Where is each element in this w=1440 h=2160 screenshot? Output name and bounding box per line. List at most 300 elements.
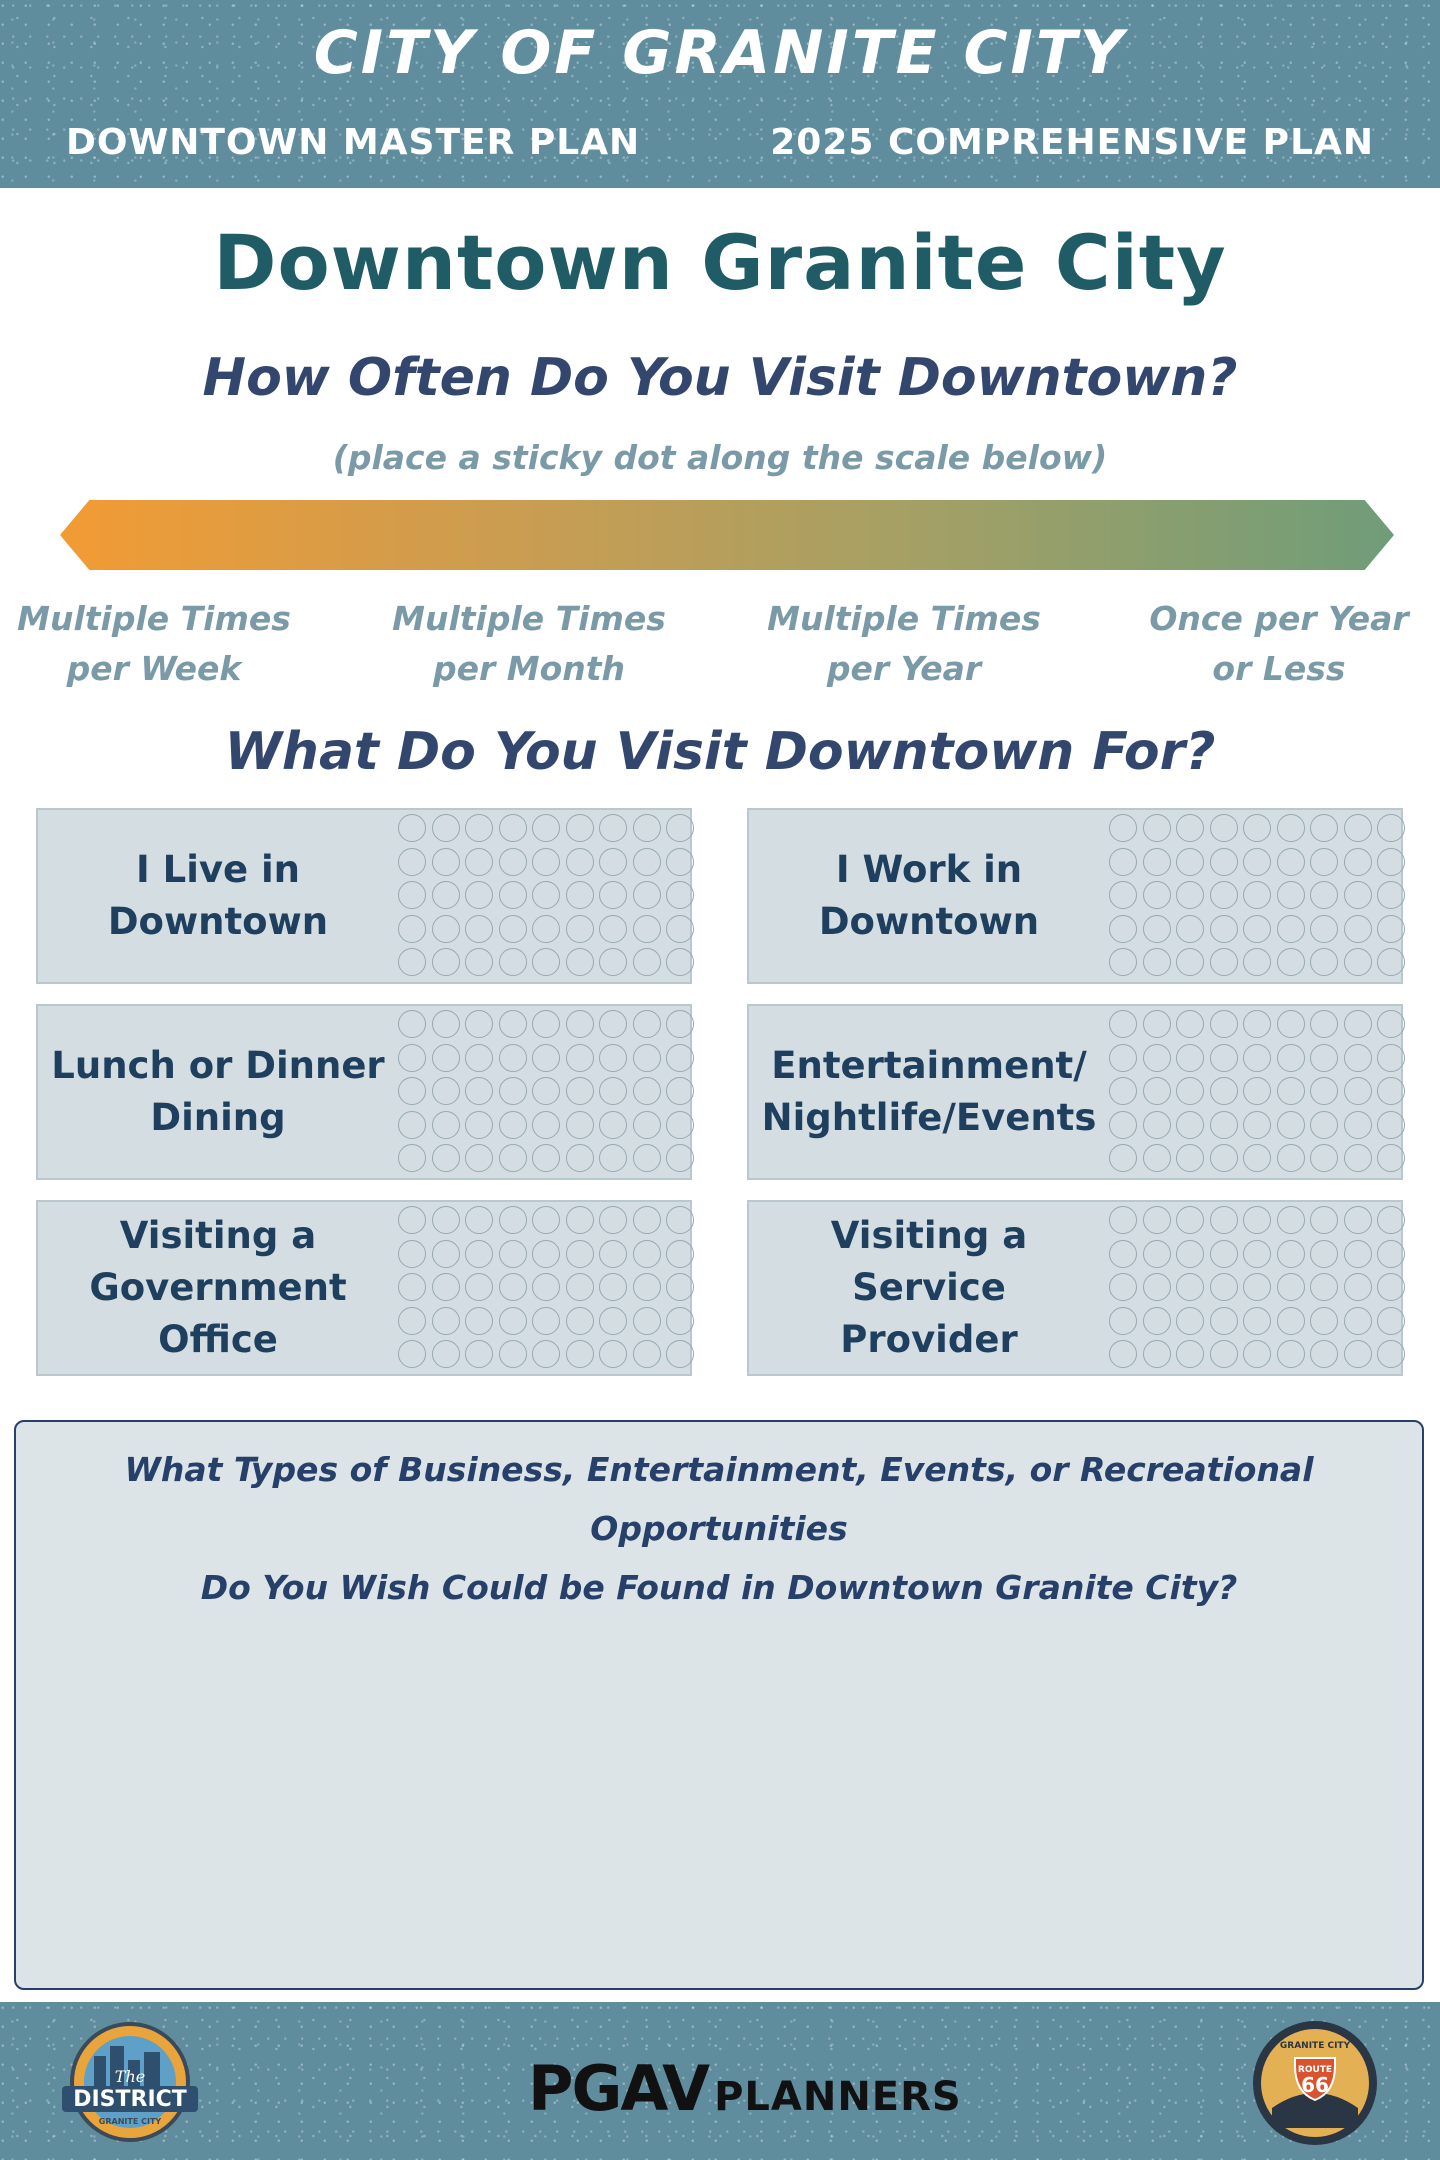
sticky-dot-slot[interactable] bbox=[465, 1111, 493, 1139]
sticky-dot-slot[interactable] bbox=[1277, 915, 1305, 943]
sticky-dot-slot[interactable] bbox=[532, 814, 560, 842]
sticky-dot-slot[interactable] bbox=[1277, 1307, 1305, 1335]
purpose-box-live[interactable] bbox=[36, 808, 692, 984]
sticky-dot-slot[interactable] bbox=[666, 814, 694, 842]
sticky-dot-slot[interactable] bbox=[1277, 1144, 1305, 1172]
sticky-dot-slot[interactable] bbox=[1243, 1240, 1271, 1268]
sticky-dot-slot[interactable] bbox=[1277, 848, 1305, 876]
sticky-dot-slot[interactable] bbox=[1210, 915, 1238, 943]
sticky-dot-slot[interactable] bbox=[1310, 915, 1338, 943]
sticky-dot-slot[interactable] bbox=[1143, 1273, 1171, 1301]
sticky-dot-slot[interactable] bbox=[1344, 848, 1372, 876]
sticky-dot-slot[interactable] bbox=[599, 948, 627, 976]
sticky-dot-grid[interactable] bbox=[1109, 814, 1401, 982]
sticky-dot-slot[interactable] bbox=[1109, 848, 1137, 876]
sticky-dot-slot[interactable] bbox=[566, 1111, 594, 1139]
sticky-dot-slot[interactable] bbox=[1344, 1044, 1372, 1072]
sticky-dot-slot[interactable] bbox=[1210, 848, 1238, 876]
sticky-dot-slot[interactable] bbox=[432, 1273, 460, 1301]
sticky-dot-slot[interactable] bbox=[1310, 1206, 1338, 1234]
sticky-dot-slot[interactable] bbox=[666, 1340, 694, 1368]
sticky-dot-slot[interactable] bbox=[1344, 1240, 1372, 1268]
sticky-dot-slot[interactable] bbox=[432, 814, 460, 842]
sticky-dot-slot[interactable] bbox=[633, 1307, 661, 1335]
sticky-dot-slot[interactable] bbox=[1310, 1307, 1338, 1335]
sticky-dot-slot[interactable] bbox=[666, 1206, 694, 1234]
sticky-dot-slot[interactable] bbox=[599, 1206, 627, 1234]
sticky-dot-slot[interactable] bbox=[566, 1206, 594, 1234]
sticky-dot-slot[interactable] bbox=[1377, 948, 1405, 976]
sticky-dot-slot[interactable] bbox=[1176, 1340, 1204, 1368]
sticky-dot-slot[interactable] bbox=[532, 1206, 560, 1234]
sticky-dot-grid[interactable] bbox=[398, 814, 690, 982]
sticky-dot-slot[interactable] bbox=[1143, 1044, 1171, 1072]
sticky-dot-slot[interactable] bbox=[1344, 1111, 1372, 1139]
sticky-dot-slot[interactable] bbox=[1310, 814, 1338, 842]
sticky-dot-slot[interactable] bbox=[465, 1144, 493, 1172]
sticky-dot-slot[interactable] bbox=[1243, 1206, 1271, 1234]
sticky-dot-slot[interactable] bbox=[499, 1307, 527, 1335]
sticky-dot-slot[interactable] bbox=[1277, 1206, 1305, 1234]
sticky-dot-slot[interactable] bbox=[666, 1044, 694, 1072]
sticky-dot-slot[interactable] bbox=[1344, 1340, 1372, 1368]
sticky-dot-slot[interactable] bbox=[666, 948, 694, 976]
sticky-dot-slot[interactable] bbox=[1310, 1010, 1338, 1038]
sticky-dot-slot[interactable] bbox=[633, 814, 661, 842]
route-66-logo bbox=[1250, 2018, 1380, 2148]
sticky-dot-slot[interactable] bbox=[1210, 1044, 1238, 1072]
sticky-dot-slot[interactable] bbox=[599, 1077, 627, 1105]
sticky-dot-slot[interactable] bbox=[1210, 1111, 1238, 1139]
sticky-dot-slot[interactable] bbox=[1243, 1144, 1271, 1172]
sticky-dot-slot[interactable] bbox=[398, 1340, 426, 1368]
sticky-dot-slot[interactable] bbox=[398, 848, 426, 876]
sticky-dot-slot[interactable] bbox=[666, 1111, 694, 1139]
purpose-box-label: I Work in Downtown bbox=[818, 848, 1040, 943]
sticky-dot-slot[interactable] bbox=[1377, 1010, 1405, 1038]
sticky-dot-slot[interactable] bbox=[633, 881, 661, 909]
sticky-dot-slot[interactable] bbox=[1310, 948, 1338, 976]
sticky-dot-slot[interactable] bbox=[1344, 1077, 1372, 1105]
sticky-dot-slot[interactable] bbox=[1143, 1077, 1171, 1105]
sticky-dot-slot[interactable] bbox=[1176, 1307, 1204, 1335]
sticky-dot-slot[interactable] bbox=[1344, 814, 1372, 842]
sticky-dot-slot[interactable] bbox=[1109, 1111, 1137, 1139]
sticky-dot-slot[interactable] bbox=[1310, 848, 1338, 876]
page-title: Downtown Granite City bbox=[213, 218, 1227, 307]
sticky-dot-slot[interactable] bbox=[1344, 1010, 1372, 1038]
sticky-dot-slot[interactable] bbox=[398, 881, 426, 909]
sticky-dot-slot[interactable] bbox=[532, 1340, 560, 1368]
sticky-dot-grid[interactable] bbox=[398, 1206, 690, 1374]
sticky-dot-slot[interactable] bbox=[633, 1273, 661, 1301]
sticky-dot-slot[interactable] bbox=[1377, 1240, 1405, 1268]
sticky-dot-slot[interactable] bbox=[1277, 814, 1305, 842]
sticky-dot-slot[interactable] bbox=[1176, 1240, 1204, 1268]
sticky-dot-slot[interactable] bbox=[666, 915, 694, 943]
sticky-dot-slot[interactable] bbox=[1109, 1077, 1137, 1105]
sticky-dot-slot[interactable] bbox=[1143, 915, 1171, 943]
sticky-dot-grid[interactable] bbox=[1109, 1010, 1401, 1178]
sticky-dot-slot[interactable] bbox=[1109, 1206, 1137, 1234]
sticky-dot-slot[interactable] bbox=[1344, 915, 1372, 943]
sticky-dot-slot[interactable] bbox=[1277, 1340, 1305, 1368]
sticky-dot-slot[interactable] bbox=[1109, 1144, 1137, 1172]
sticky-dot-slot[interactable] bbox=[1344, 881, 1372, 909]
header-banner bbox=[0, 0, 1440, 188]
sticky-dot-slot[interactable] bbox=[599, 915, 627, 943]
sticky-dot-slot[interactable] bbox=[432, 1111, 460, 1139]
scale-label-weekly: Multiple Times per Week bbox=[17, 599, 291, 688]
sticky-dot-slot[interactable] bbox=[1243, 814, 1271, 842]
sticky-dot-slot[interactable] bbox=[1310, 1044, 1338, 1072]
sticky-dot-slot[interactable] bbox=[1377, 1144, 1405, 1172]
sticky-dot-slot[interactable] bbox=[1243, 1273, 1271, 1301]
sticky-dot-slot[interactable] bbox=[432, 1240, 460, 1268]
sticky-dot-grid[interactable] bbox=[398, 1010, 690, 1178]
sticky-dot-slot[interactable] bbox=[1377, 1206, 1405, 1234]
sticky-dot-slot[interactable] bbox=[1377, 848, 1405, 876]
sticky-dot-slot[interactable] bbox=[1176, 1010, 1204, 1038]
sticky-dot-slot[interactable] bbox=[1176, 1144, 1204, 1172]
sticky-dot-slot[interactable] bbox=[1377, 915, 1405, 943]
sticky-dot-slot[interactable] bbox=[532, 948, 560, 976]
sticky-dot-slot[interactable] bbox=[666, 1144, 694, 1172]
sticky-dot-slot[interactable] bbox=[1143, 881, 1171, 909]
sticky-dot-slot[interactable] bbox=[1109, 881, 1137, 909]
sticky-dot-slot[interactable] bbox=[566, 915, 594, 943]
sticky-dot-slot[interactable] bbox=[499, 881, 527, 909]
sticky-dot-slot[interactable] bbox=[1277, 1044, 1305, 1072]
sticky-dot-slot[interactable] bbox=[666, 848, 694, 876]
sticky-dot-slot[interactable] bbox=[398, 1240, 426, 1268]
sticky-dot-slot[interactable] bbox=[398, 1010, 426, 1038]
sticky-dot-slot[interactable] bbox=[566, 1010, 594, 1038]
sticky-dot-slot[interactable] bbox=[499, 848, 527, 876]
sticky-dot-slot[interactable] bbox=[1344, 1206, 1372, 1234]
sticky-dot-slot[interactable] bbox=[1344, 1307, 1372, 1335]
sticky-dot-slot[interactable] bbox=[666, 1077, 694, 1105]
sticky-dot-slot[interactable] bbox=[1277, 948, 1305, 976]
sticky-dot-slot[interactable] bbox=[465, 915, 493, 943]
sticky-dot-slot[interactable] bbox=[633, 1077, 661, 1105]
sticky-dot-slot[interactable] bbox=[465, 814, 493, 842]
sticky-dot-slot[interactable] bbox=[1243, 1111, 1271, 1139]
sticky-dot-slot[interactable] bbox=[1377, 1077, 1405, 1105]
sticky-dot-slot[interactable] bbox=[432, 1206, 460, 1234]
sticky-dot-slot[interactable] bbox=[532, 1077, 560, 1105]
sticky-dot-slot[interactable] bbox=[1210, 1340, 1238, 1368]
sticky-dot-slot[interactable] bbox=[398, 1307, 426, 1335]
sticky-dot-slot[interactable] bbox=[499, 1010, 527, 1038]
sticky-dot-slot[interactable] bbox=[633, 948, 661, 976]
sticky-dot-slot[interactable] bbox=[1344, 948, 1372, 976]
sticky-dot-slot[interactable] bbox=[499, 1206, 527, 1234]
sticky-dot-slot[interactable] bbox=[432, 915, 460, 943]
frequency-scale-bar[interactable] bbox=[60, 500, 1394, 570]
sticky-dot-slot[interactable] bbox=[465, 1077, 493, 1105]
sticky-dot-slot[interactable] bbox=[1143, 1307, 1171, 1335]
sticky-dot-slot[interactable] bbox=[532, 1010, 560, 1038]
sticky-dot-slot[interactable] bbox=[1310, 1144, 1338, 1172]
sticky-dot-slot[interactable] bbox=[1210, 1273, 1238, 1301]
sticky-dot-slot[interactable] bbox=[1109, 1044, 1137, 1072]
sticky-dot-slot[interactable] bbox=[1310, 1240, 1338, 1268]
sticky-dot-slot[interactable] bbox=[1243, 1077, 1271, 1105]
sticky-dot-slot[interactable] bbox=[566, 1340, 594, 1368]
sticky-dot-slot[interactable] bbox=[499, 1340, 527, 1368]
sticky-dot-slot[interactable] bbox=[666, 1273, 694, 1301]
sticky-dot-slot[interactable] bbox=[1310, 1340, 1338, 1368]
sticky-dot-slot[interactable] bbox=[432, 1044, 460, 1072]
sticky-dot-slot[interactable] bbox=[532, 1307, 560, 1335]
sticky-dot-slot[interactable] bbox=[432, 948, 460, 976]
sticky-dot-slot[interactable] bbox=[599, 1111, 627, 1139]
sticky-dot-slot[interactable] bbox=[1344, 1273, 1372, 1301]
header-left-label: DOWNTOWN MASTER PLAN bbox=[66, 122, 641, 163]
sticky-dot-slot[interactable] bbox=[1243, 1010, 1271, 1038]
sticky-dot-slot[interactable] bbox=[1176, 1206, 1204, 1234]
sticky-dot-slot[interactable] bbox=[566, 881, 594, 909]
sticky-dot-slot[interactable] bbox=[1143, 948, 1171, 976]
sticky-dot-slot[interactable] bbox=[1277, 1240, 1305, 1268]
sticky-dot-slot[interactable] bbox=[599, 1273, 627, 1301]
sticky-dot-slot[interactable] bbox=[1143, 1144, 1171, 1172]
sticky-dot-slot[interactable] bbox=[465, 881, 493, 909]
svg-text:The: The bbox=[114, 2067, 146, 2086]
sticky-dot-slot[interactable] bbox=[432, 881, 460, 909]
frequency-instructions: (place a sticky dot along the scale below) bbox=[332, 438, 1108, 477]
sticky-dot-slot[interactable] bbox=[398, 1144, 426, 1172]
sticky-dot-slot[interactable] bbox=[499, 1044, 527, 1072]
sticky-dot-slot[interactable] bbox=[1143, 1240, 1171, 1268]
sticky-dot-slot[interactable] bbox=[599, 1340, 627, 1368]
sticky-dot-slot[interactable] bbox=[499, 948, 527, 976]
sticky-dot-slot[interactable] bbox=[465, 848, 493, 876]
sticky-dot-slot[interactable] bbox=[633, 1340, 661, 1368]
sticky-dot-slot[interactable] bbox=[532, 915, 560, 943]
sticky-dot-slot[interactable] bbox=[465, 948, 493, 976]
sticky-dot-slot[interactable] bbox=[1310, 1077, 1338, 1105]
sticky-dot-slot[interactable] bbox=[1143, 848, 1171, 876]
sticky-dot-slot[interactable] bbox=[532, 1111, 560, 1139]
the-district-logo bbox=[56, 2020, 204, 2144]
sticky-dot-slot[interactable] bbox=[1277, 1077, 1305, 1105]
sticky-dot-slot[interactable] bbox=[1143, 1010, 1171, 1038]
sticky-dot-slot[interactable] bbox=[1243, 1340, 1271, 1368]
sticky-dot-slot[interactable] bbox=[666, 1307, 694, 1335]
sticky-dot-slot[interactable] bbox=[1210, 1077, 1238, 1105]
sticky-dot-slot[interactable] bbox=[566, 814, 594, 842]
svg-text:66: 66 bbox=[1301, 2073, 1329, 2097]
sticky-dot-slot[interactable] bbox=[1243, 948, 1271, 976]
sticky-dot-slot[interactable] bbox=[1243, 915, 1271, 943]
sticky-dot-slot[interactable] bbox=[599, 1010, 627, 1038]
sticky-dot-slot[interactable] bbox=[398, 1111, 426, 1139]
sticky-dot-slot[interactable] bbox=[1210, 948, 1238, 976]
sticky-dot-slot[interactable] bbox=[1143, 1111, 1171, 1139]
sticky-dot-slot[interactable] bbox=[432, 1077, 460, 1105]
sticky-dot-slot[interactable] bbox=[1310, 1111, 1338, 1139]
sticky-dot-slot[interactable] bbox=[1243, 881, 1271, 909]
sticky-dot-slot[interactable] bbox=[1176, 1111, 1204, 1139]
sticky-dot-slot[interactable] bbox=[1310, 881, 1338, 909]
sticky-dot-slot[interactable] bbox=[599, 1144, 627, 1172]
header-right-label: 2025 COMPREHENSIVE PLAN bbox=[770, 122, 1374, 163]
sticky-dot-slot[interactable] bbox=[432, 848, 460, 876]
sticky-dot-slot[interactable] bbox=[398, 1206, 426, 1234]
sticky-dot-slot[interactable] bbox=[599, 1240, 627, 1268]
sticky-dot-slot[interactable] bbox=[1277, 1111, 1305, 1139]
sticky-dot-slot[interactable] bbox=[566, 1273, 594, 1301]
sticky-dot-slot[interactable] bbox=[633, 1044, 661, 1072]
sticky-dot-slot[interactable] bbox=[566, 1144, 594, 1172]
sticky-dot-slot[interactable] bbox=[1210, 1206, 1238, 1234]
sticky-dot-grid[interactable] bbox=[1109, 1206, 1401, 1374]
sticky-dot-slot[interactable] bbox=[432, 1144, 460, 1172]
sticky-dot-slot[interactable] bbox=[1176, 915, 1204, 943]
sticky-dot-slot[interactable] bbox=[1176, 1077, 1204, 1105]
sticky-dot-slot[interactable] bbox=[666, 1010, 694, 1038]
sticky-dot-slot[interactable] bbox=[1377, 814, 1405, 842]
purpose-box-entertainment[interactable] bbox=[747, 1004, 1403, 1180]
sticky-dot-slot[interactable] bbox=[499, 1144, 527, 1172]
sticky-dot-slot[interactable] bbox=[532, 1144, 560, 1172]
sticky-dot-slot[interactable] bbox=[1176, 1044, 1204, 1072]
frequency-question: How Often Do You Visit Downtown? bbox=[202, 348, 1238, 408]
sticky-dot-slot[interactable] bbox=[1210, 1307, 1238, 1335]
sticky-dot-slot[interactable] bbox=[1377, 881, 1405, 909]
sticky-dot-slot[interactable] bbox=[465, 1307, 493, 1335]
sticky-dot-slot[interactable] bbox=[532, 881, 560, 909]
sticky-dot-slot[interactable] bbox=[633, 1206, 661, 1234]
sticky-dot-slot[interactable] bbox=[1210, 1144, 1238, 1172]
sticky-dot-slot[interactable] bbox=[1277, 1010, 1305, 1038]
sticky-dot-slot[interactable] bbox=[1176, 1273, 1204, 1301]
sticky-dot-slot[interactable] bbox=[398, 915, 426, 943]
sticky-dot-slot[interactable] bbox=[599, 1044, 627, 1072]
sticky-dot-slot[interactable] bbox=[1210, 881, 1238, 909]
sticky-dot-slot[interactable] bbox=[1344, 1144, 1372, 1172]
sticky-dot-slot[interactable] bbox=[532, 848, 560, 876]
sticky-dot-slot[interactable] bbox=[1109, 1240, 1137, 1268]
sticky-dot-slot[interactable] bbox=[1210, 1010, 1238, 1038]
sticky-dot-slot[interactable] bbox=[398, 1273, 426, 1301]
sticky-dot-slot[interactable] bbox=[1176, 848, 1204, 876]
sticky-dot-slot[interactable] bbox=[499, 814, 527, 842]
sticky-dot-slot[interactable] bbox=[1243, 1307, 1271, 1335]
sticky-dot-slot[interactable] bbox=[1143, 814, 1171, 842]
purpose-box-government[interactable] bbox=[36, 1200, 692, 1376]
open-response-area[interactable] bbox=[14, 1420, 1424, 1990]
sticky-dot-slot[interactable] bbox=[666, 1240, 694, 1268]
sticky-dot-slot[interactable] bbox=[465, 1340, 493, 1368]
sticky-dot-slot[interactable] bbox=[532, 1044, 560, 1072]
sticky-dot-slot[interactable] bbox=[633, 1111, 661, 1139]
sticky-dot-slot[interactable] bbox=[1109, 915, 1137, 943]
purpose-question: What Do You Visit Downtown For? bbox=[224, 722, 1216, 782]
sticky-dot-slot[interactable] bbox=[1210, 1240, 1238, 1268]
sticky-dot-slot[interactable] bbox=[1176, 881, 1204, 909]
sticky-dot-slot[interactable] bbox=[1377, 1273, 1405, 1301]
sticky-dot-slot[interactable] bbox=[465, 1240, 493, 1268]
sticky-dot-slot[interactable] bbox=[599, 1307, 627, 1335]
sticky-dot-slot[interactable] bbox=[465, 1044, 493, 1072]
sticky-dot-slot[interactable] bbox=[1109, 1307, 1137, 1335]
sticky-dot-slot[interactable] bbox=[532, 1240, 560, 1268]
sticky-dot-slot[interactable] bbox=[566, 1240, 594, 1268]
sticky-dot-slot[interactable] bbox=[1377, 1307, 1405, 1335]
sticky-dot-slot[interactable] bbox=[1109, 1273, 1137, 1301]
sticky-dot-slot[interactable] bbox=[398, 1044, 426, 1072]
sticky-dot-slot[interactable] bbox=[1277, 1273, 1305, 1301]
sticky-dot-slot[interactable] bbox=[1143, 1206, 1171, 1234]
sticky-dot-slot[interactable] bbox=[1109, 814, 1137, 842]
sticky-dot-slot[interactable] bbox=[1109, 948, 1137, 976]
sticky-dot-slot[interactable] bbox=[1109, 1340, 1137, 1368]
sticky-dot-slot[interactable] bbox=[633, 915, 661, 943]
sticky-dot-slot[interactable] bbox=[566, 948, 594, 976]
sticky-dot-slot[interactable] bbox=[1377, 1044, 1405, 1072]
scale-label-yearly: Multiple Times per Year bbox=[767, 599, 1041, 688]
sticky-dot-slot[interactable] bbox=[532, 1273, 560, 1301]
sticky-dot-slot[interactable] bbox=[499, 1273, 527, 1301]
purpose-box-dining[interactable] bbox=[36, 1004, 692, 1180]
sticky-dot-slot[interactable] bbox=[499, 1240, 527, 1268]
sticky-dot-slot[interactable] bbox=[633, 1010, 661, 1038]
sticky-dot-slot[interactable] bbox=[465, 1010, 493, 1038]
sticky-dot-slot[interactable] bbox=[499, 915, 527, 943]
purpose-box-work[interactable] bbox=[747, 808, 1403, 984]
sticky-dot-slot[interactable] bbox=[1176, 814, 1204, 842]
sticky-dot-slot[interactable] bbox=[499, 1077, 527, 1105]
svg-text:GRANITE CITY: GRANITE CITY bbox=[98, 2117, 162, 2126]
sticky-dot-slot[interactable] bbox=[1210, 814, 1238, 842]
sticky-dot-slot[interactable] bbox=[432, 1010, 460, 1038]
sticky-dot-slot[interactable] bbox=[398, 948, 426, 976]
sticky-dot-slot[interactable] bbox=[566, 1044, 594, 1072]
sticky-dot-slot[interactable] bbox=[1277, 881, 1305, 909]
sticky-dot-slot[interactable] bbox=[666, 881, 694, 909]
sticky-dot-slot[interactable] bbox=[1310, 1273, 1338, 1301]
sticky-dot-slot[interactable] bbox=[465, 1206, 493, 1234]
sticky-dot-slot[interactable] bbox=[1377, 1340, 1405, 1368]
sticky-dot-slot[interactable] bbox=[633, 848, 661, 876]
sticky-dot-slot[interactable] bbox=[1243, 848, 1271, 876]
purpose-box-service[interactable] bbox=[747, 1200, 1403, 1376]
sticky-dot-slot[interactable] bbox=[1143, 1340, 1171, 1368]
sticky-dot-slot[interactable] bbox=[1377, 1111, 1405, 1139]
sticky-dot-slot[interactable] bbox=[432, 1340, 460, 1368]
sticky-dot-slot[interactable] bbox=[599, 848, 627, 876]
sticky-dot-slot[interactable] bbox=[465, 1273, 493, 1301]
sticky-dot-slot[interactable] bbox=[566, 1077, 594, 1105]
sticky-dot-slot[interactable] bbox=[566, 1307, 594, 1335]
sticky-dot-slot[interactable] bbox=[1243, 1044, 1271, 1072]
sticky-dot-slot[interactable] bbox=[398, 1077, 426, 1105]
sticky-dot-slot[interactable] bbox=[1176, 948, 1204, 976]
sticky-dot-slot[interactable] bbox=[499, 1111, 527, 1139]
sticky-dot-slot[interactable] bbox=[633, 1144, 661, 1172]
sticky-dot-slot[interactable] bbox=[633, 1240, 661, 1268]
sticky-dot-slot[interactable] bbox=[432, 1307, 460, 1335]
sticky-dot-slot[interactable] bbox=[566, 848, 594, 876]
sticky-dot-slot[interactable] bbox=[599, 881, 627, 909]
sticky-dot-slot[interactable] bbox=[1109, 1010, 1137, 1038]
sticky-dot-slot[interactable] bbox=[599, 814, 627, 842]
scale-label-once-per-year: Once per Year or Less bbox=[1149, 599, 1409, 688]
sticky-dot-slot[interactable] bbox=[398, 814, 426, 842]
